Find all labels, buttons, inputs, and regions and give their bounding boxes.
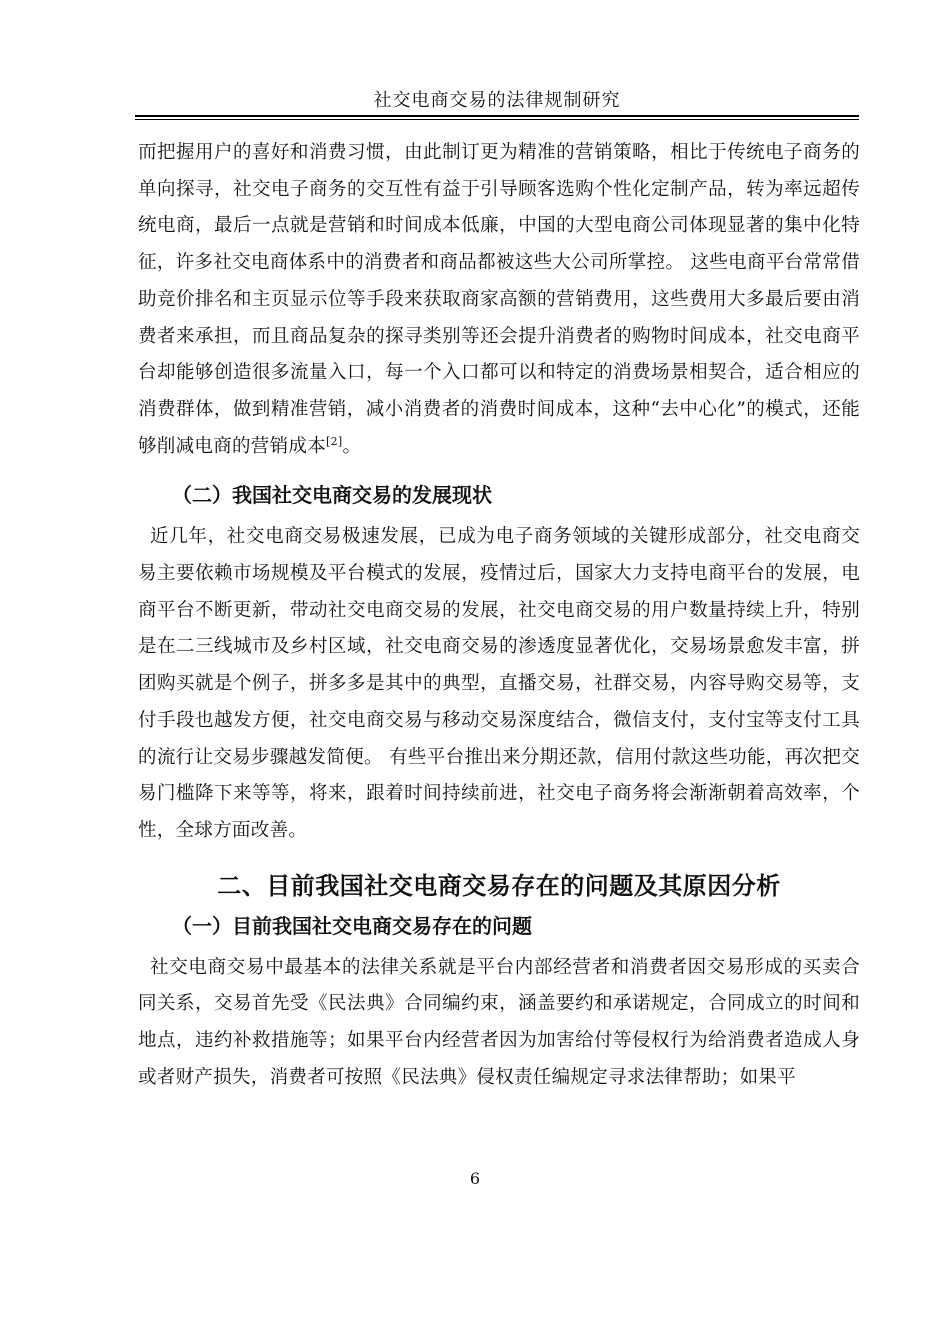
- chapter-heading: 二、目前我国社交电商交易存在的问题及其原因分析: [217, 871, 781, 900]
- page-number: 6: [469, 1169, 481, 1188]
- paragraph-end-punctuation: 。: [342, 435, 362, 457]
- section-heading-1: （一）目前我国社交电商交易存在的问题: [172, 913, 532, 938]
- body-paragraph-1: [138, 135, 860, 465]
- header-rule-thin: [135, 119, 859, 120]
- running-header-title: 社交电商交易的法律规制研究: [373, 90, 621, 111]
- header-rule-thick: [135, 115, 859, 117]
- paragraph-text: 而把握用户的喜好和消费习惯，由此制订更为精准的营销策略，相比于传统电子商务的单向探寻，社交电子商务的交互性有益于引导顾客选购个性化定制产品，转为率远超传统电商，最后一点就是营销和时间成本低廉，中国的大型电商公司体现显著的集中化特征，许多社交电商体系中的消费者和商品都被这些大公司所掌控。 这些电商平台常常借助竞价排名和主页显示位等手段来获取商家高额的营销费用，这些费用大多最后要由消费者来承担，而且商品复杂的探寻类别等还会提升消费者的购物时间成本，社交电商平台却能够创造很多流量入口，每一个入口都可以和特定的消费场景相契合，适合相应的消费群体，做到精准营销，减小消费者的消费时间成本，这种“去中心化”的模式，还能够削减电商的营销成本: [138, 142, 860, 457]
- citation-mark: [2]: [326, 434, 343, 448]
- body-paragraph-2: 近几年，社交电商交易极速发展，已成为电子商务领域的关键形成部分，社交电商交易主要依赖市场规模及平台模式的发展，疫情过后，国家大力支持电商平台的发展，电商平台不断更新，带动社交电商交易的发展，社交电商交易的用户数量持续上升，特别是在二三线城市及乡村区域，社交电商交易的渗透度显著优化，交易场景愈发丰富，拼团购买就是个例子，拼多多是其中的典型，直播交易，社群交易，内容导购交易等，支付手段也越发方便，社交电商交易与移动交易深度结合，微信支付，支付宝等支付工具的流行让交易步骤越发简便。 有些平台推出来分期还款，信用付款这些功能，再次把交易门槛降下来等等，将来，跟着时间持续前进，社交电子商务将会渐渐朝着高效率，个性，全球方面改善。: [138, 526, 860, 841]
- body-paragraph-3: 社交电商交易中最基本的法律关系就是平台内部经营者和消费者因交易形成的买卖合同关系，交易首先受《民法典》合同编约束，涵盖要约和承诺规定，合同成立的时间和地点，违约补救措施等；如果平台内经营者因为加害给付等侵权行为给消费者造成人身或者财产损失，消费者可按照《民法典》侵权责任编规定寻求法律帮助；如果平: [138, 956, 860, 1088]
- document-body: [138, 135, 860, 1096]
- section-heading-2: （二）我国社交电商交易的发展现状: [172, 483, 492, 508]
